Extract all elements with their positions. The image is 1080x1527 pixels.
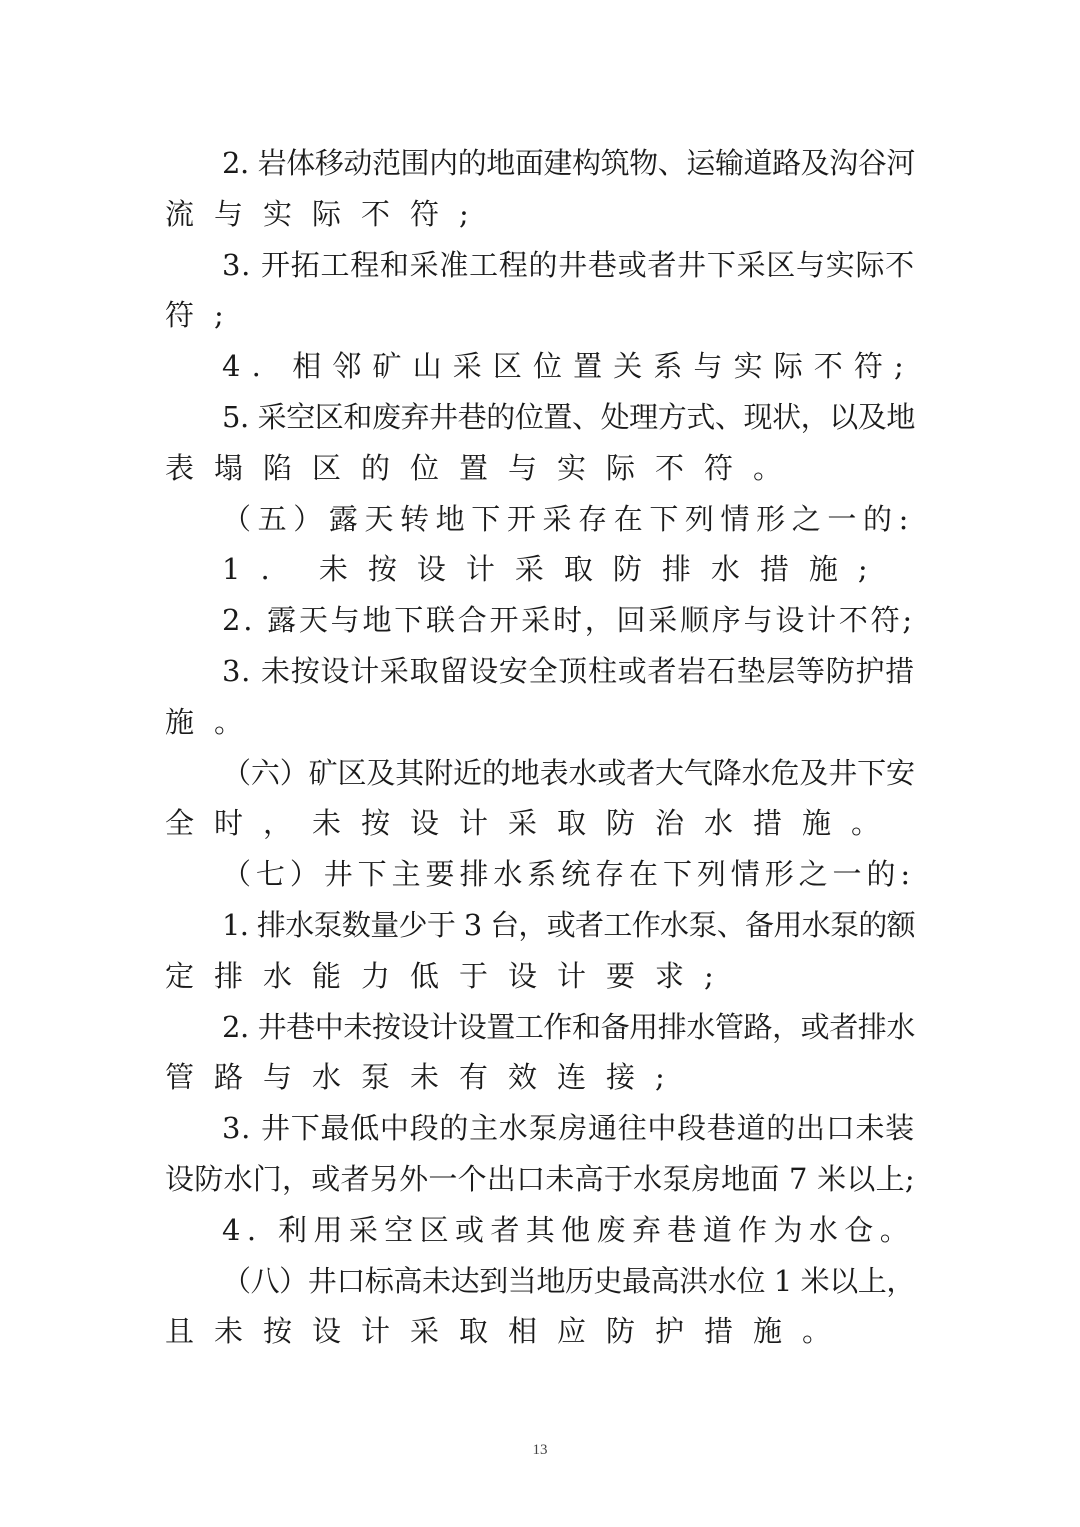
paragraph: [165, 1205, 915, 1256]
text-line: （五）露天转地下开采存在下列情形之一的:: [222, 501, 915, 536]
paragraph: [165, 494, 915, 545]
text-line: 符;: [165, 298, 244, 333]
paragraph: [165, 392, 915, 494]
paragraph: [165, 900, 915, 1002]
paragraph: [165, 748, 915, 850]
paragraph: [165, 240, 915, 342]
text-line-wrapper: [165, 341, 915, 392]
text-line-wrapper: [165, 1154, 915, 1205]
text-line-wrapper: [165, 494, 915, 545]
text-line-wrapper: [165, 138, 915, 189]
text-line-wrapper: [165, 290, 915, 341]
text-line-wrapper: [165, 646, 915, 697]
text-line-wrapper: [165, 900, 915, 951]
text-line-wrapper: [165, 697, 915, 748]
text-line-wrapper: [165, 1205, 915, 1256]
text-line: 流与实际不符;: [165, 196, 489, 231]
text-line: 4. 相邻矿山采区位置关系与实际不符;: [222, 349, 915, 384]
page-number: 13: [532, 1442, 548, 1458]
text-line: 设防水门，或者另外一个出口未高于水泵房地面 7 米以上;: [165, 1161, 915, 1196]
text-line: 定排水能力低于设计要求;: [165, 958, 734, 993]
text-line: 5. 采空区和废弃井巷的位置、处理方式、现状，以及地: [222, 399, 915, 434]
text-line: 施。: [165, 704, 264, 739]
paragraph: [165, 849, 915, 900]
text-line: 3. 开拓工程和采准工程的井巷或者井下采区与实际不: [222, 247, 915, 282]
text-line: 表塌陷区的位置与实际不符。: [165, 450, 803, 485]
paragraph: [165, 544, 915, 595]
text-line: 2. 岩体移动范围内的地面建构筑物、运输道路及沟谷河: [222, 146, 915, 180]
text-line-wrapper: [165, 1306, 915, 1357]
text-line: 3. 井下最低中段的主水泵房通往中段巷道的出口未装: [222, 1111, 915, 1146]
text-line-wrapper: [165, 849, 915, 900]
text-line: （八）井口标高未达到当地历史最高洪水位 1 米以上，: [222, 1263, 915, 1298]
text-line-wrapper: [165, 1256, 915, 1307]
document-body: [165, 138, 915, 1357]
text-line-wrapper: [165, 189, 915, 240]
text-line: （七）井下主要排水系统存在下列情形之一的:: [222, 857, 916, 892]
text-line-wrapper: [165, 748, 915, 799]
paragraph: [165, 646, 915, 748]
text-line-wrapper: [165, 595, 915, 646]
text-line-wrapper: [165, 1103, 915, 1154]
paragraph: [165, 341, 915, 392]
text-line: 管路与水泵未有效连接;: [165, 1060, 685, 1095]
text-line: 1. 排水泵数量少于 3 台，或者工作水泵、备用水泵的额: [222, 907, 916, 942]
text-line-wrapper: [165, 240, 915, 291]
text-line: 2. 露天与地下联合开采时，回采顺序与设计不符;: [222, 603, 915, 638]
paragraph: [165, 1256, 915, 1358]
paragraph: [165, 1002, 915, 1104]
text-line-wrapper: [165, 1002, 915, 1053]
text-line: 且未按设计采取相应防护措施。: [165, 1314, 852, 1349]
text-line: （六）矿区及其附近的地表水或者大气降水危及井下安: [222, 755, 915, 790]
text-line-wrapper: [165, 1052, 915, 1103]
text-line-wrapper: [165, 392, 915, 443]
text-line: 2. 井巷中未按设计设置工作和备用排水管路，或者排水: [222, 1009, 915, 1044]
text-line-wrapper: [165, 951, 915, 1002]
text-line: 3. 未按设计采取留设安全顶柱或者岩石垫层等防护措: [222, 653, 915, 688]
text-line-wrapper: [165, 544, 915, 595]
paragraph: [165, 138, 915, 240]
text-line: 1. 未按设计采取防排水措施;: [222, 552, 888, 587]
paragraph: [165, 1103, 915, 1205]
text-line-wrapper: [165, 798, 915, 849]
text-line: 4. 利用采空区或者其他废弃巷道作为水仓。: [222, 1212, 916, 1247]
paragraph: [165, 595, 915, 646]
text-line: 全时，未按设计采取防治水措施。: [165, 806, 901, 841]
text-line-wrapper: [165, 443, 915, 494]
